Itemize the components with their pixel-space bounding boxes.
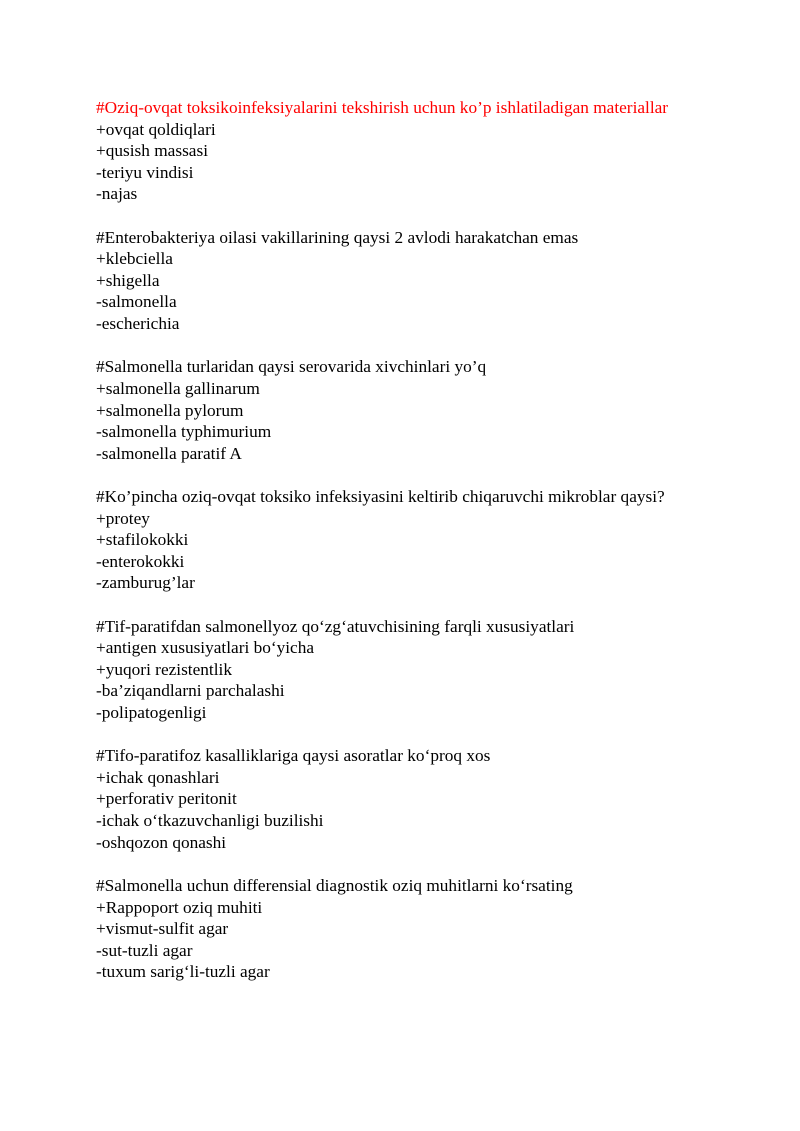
answer-option: -salmonella paratif A [96, 443, 242, 463]
answer-option: +qusish massasi [96, 141, 208, 161]
answer-option: +stafilokokki [96, 530, 189, 550]
answer-option: +antigen xususiyatlari bo‘yicha [96, 638, 315, 658]
answer-option: +ovqat qoldiqlari [96, 119, 216, 139]
answer-option: +salmonella gallinarum [96, 378, 260, 398]
answer-option: +yuqori rezistentlik [96, 659, 232, 679]
answer-option: -enterokokki [96, 551, 185, 571]
question-block-4 [96, 486, 716, 594]
answer-option: -salmonella [96, 292, 177, 312]
question-text: #Enterobakteriya oilasi vakillarining qaysi 2 avlodi harakatchan emas [96, 227, 579, 247]
answer-option: +klebciella [96, 249, 173, 269]
question-text: #Ko’pincha oziq-ovqat toksiko infeksiyasini keltirib chiqaruvchi mikroblar qaysi? [96, 486, 665, 506]
question-text: #Tifo-paratifoz kasalliklariga qaysi asoratlar ko‘proq xos [96, 746, 491, 766]
question-block-5 [96, 616, 716, 724]
question-block-2 [96, 227, 716, 335]
question-text: #Salmonella uchun differensial diagnostik oziq muhitlarni ko‘rsating [96, 875, 573, 895]
answer-option: +vismut-sulfit agar [96, 919, 229, 939]
question-text: #Tif-paratifdan salmonellyoz qo‘zg‘atuvchisining farqli xususiyatlari [96, 616, 575, 636]
answer-option: +protey [96, 508, 150, 528]
answer-option: -escherichia [96, 314, 180, 334]
answer-option: -oshqozon qonashi [96, 832, 227, 852]
question-block-6 [96, 745, 716, 853]
answer-option: +salmonella pylorum [96, 400, 244, 420]
question-block-7 [96, 875, 716, 983]
question-block-1 [96, 97, 716, 205]
answer-option: +perforativ peritonit [96, 789, 237, 809]
answer-option: -ba’ziqandlarni parchalashi [96, 681, 285, 701]
answer-option: -zamburug’lar [96, 573, 195, 593]
answer-option: -salmonella typhimurium [96, 422, 272, 442]
answer-option: -polipatogenligi [96, 703, 207, 722]
question-block-3 [96, 356, 716, 464]
question-text: #Oziq-ovqat toksikoinfeksiyalarini tekshirish uchun ko’p ishlatiladigan materiallar [96, 98, 669, 117]
document-page [96, 97, 716, 1005]
answer-option: -najas [96, 184, 138, 204]
question-text: #Salmonella turlaridan qaysi serovarida xivchinlari yo’q [96, 357, 487, 377]
answer-option: -teriyu vindisi [96, 162, 194, 182]
answer-option: -ichak o‘tkazuvchanligi buzilishi [96, 811, 324, 831]
answer-option: +shigella [96, 270, 160, 290]
answer-option: -tuxum sarig‘li-tuzli agar [96, 962, 270, 982]
answer-option: -sut-tuzli agar [96, 940, 193, 960]
answer-option: +Rappoport oziq muhiti [96, 897, 263, 917]
answer-option: +ichak qonashlari [96, 767, 220, 787]
